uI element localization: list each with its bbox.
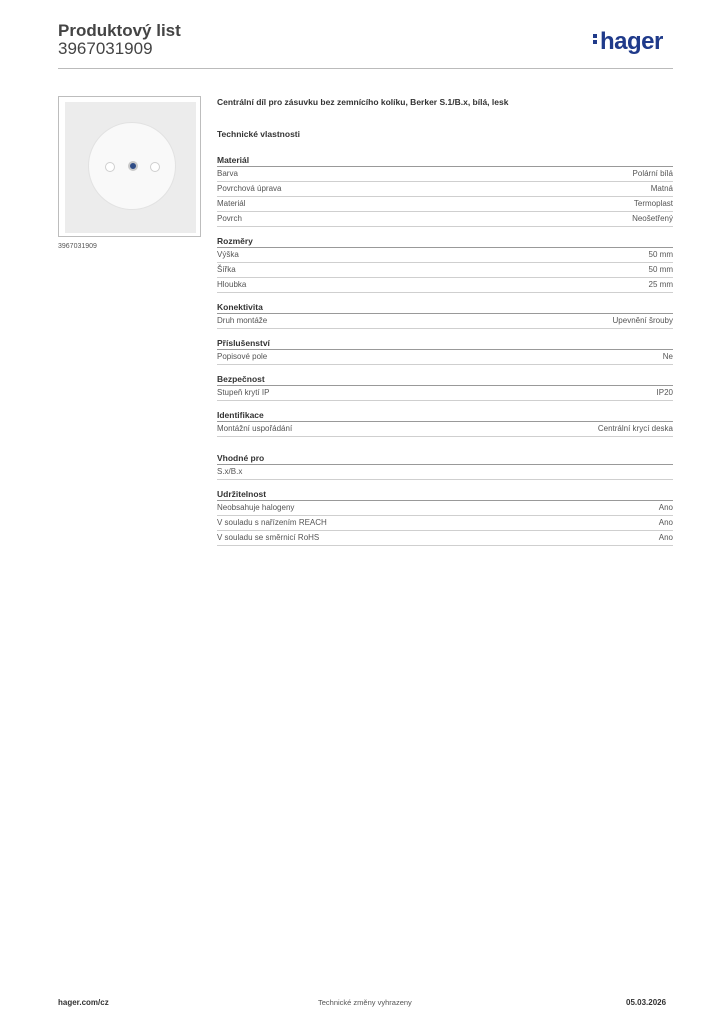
spec-section [217,374,673,401]
spec-value: Ano [658,518,673,527]
spec-value: IP20 [656,388,673,397]
product-image [58,96,201,237]
section-title: Rozměry [217,236,673,248]
spec-value: Polární bílá [632,169,673,178]
spec-value: Neošetřený [632,214,673,223]
spec-label: Hloubka [217,280,247,289]
footer-date: 05.03.2026 [626,998,667,1007]
spec-section [217,236,673,293]
spec-value: 50 mm [648,250,673,259]
spec-label: Šířka [217,265,236,274]
logo-text: hager [600,28,663,55]
socket-insert [88,122,176,210]
spec-label: V souladu s nařízením REACH [217,518,327,527]
spec-value: Centrální krycí deska [597,424,673,433]
spec-label: S.x/B.x [217,467,243,476]
section-title: Konektivita [217,302,673,314]
screw-icon [128,161,138,171]
spec-row [217,314,673,329]
spec-value: Matná [650,184,673,193]
spec-row [217,278,673,293]
socket-hole-right [150,162,160,172]
section-title: Materiál [217,155,673,167]
spec-row [217,516,673,531]
spec-section [217,489,673,546]
spec-label: Popisové pole [217,352,268,361]
spec-section [217,302,673,329]
socket-cover-image [65,102,196,233]
tech-properties-title: Technické vlastnosti [217,129,300,139]
product-description: Centrální díl pro zásuvku bez zemnícího kolíku, Berker S.1/B.x, bílá, lesk [217,97,509,107]
spec-section [217,453,673,480]
socket-hole-left [105,162,115,172]
spec-value: Ano [658,533,673,542]
spec-row [217,422,673,437]
page-title: Produktový list [58,21,181,40]
spec-section [217,155,673,227]
spec-row [217,386,673,401]
image-caption: 3967031909 [58,243,97,250]
spec-row [217,531,673,546]
header-divider [58,68,673,69]
spec-label: Neobsahuje halogeny [217,503,295,512]
spec-row [217,248,673,263]
spec-row [217,263,673,278]
spec-value: Termoplast [633,199,673,208]
spec-value: Upevnění šrouby [612,316,673,325]
section-title: Udržitelnost [217,489,673,501]
spec-row [217,182,673,197]
spec-value: Ne [662,352,673,361]
spec-row [217,167,673,182]
spec-row [217,350,673,365]
section-title: Příslušenství [217,338,673,350]
section-title: Bezpečnost [217,374,673,386]
spec-label: Povrch [217,214,242,223]
spec-section [217,410,673,437]
spec-row [217,197,673,212]
spec-value: Ano [658,503,673,512]
footer-notice: Technické změny vyhrazeny [318,998,412,1007]
spec-row [217,501,673,516]
spec-value: 25 mm [648,280,673,289]
spec-row [217,465,673,480]
logo-dots-icon [593,32,598,46]
hager-logo [593,28,663,56]
product-details [217,97,673,555]
spec-label: Montážní uspořádání [217,424,293,433]
footer-website: hager.com/cz [58,998,109,1007]
spec-label: Výška [217,250,239,259]
spec-label: Stupeň krytí IP [217,388,270,397]
spec-label: Povrchová úprava [217,184,282,193]
section-title: Vhodné pro [217,453,673,465]
spec-sections [217,155,673,546]
spec-value: 50 mm [648,265,673,274]
spec-label: Materiál [217,199,246,208]
section-title: Identifikace [217,410,673,422]
spec-label: Barva [217,169,238,178]
spec-row [217,212,673,227]
spec-label: V souladu se směrnicí RoHS [217,533,320,542]
spec-section [217,338,673,365]
product-code: 3967031909 [58,39,153,58]
spec-label: Druh montáže [217,316,268,325]
